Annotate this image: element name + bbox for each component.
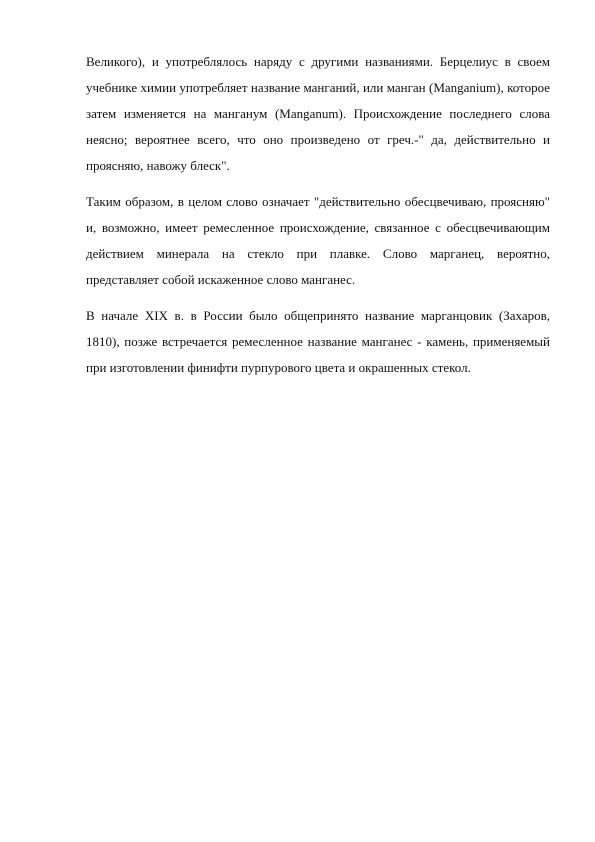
paragraph-2: Таким образом, в целом слово означает "действительно обесцвечиваю, проясняю" и, возможно, имеет ремесленное происхождение, связанное с обесцвечивающим действием минерала на стекло при плавке. Слово марганец, вероятно, представляет собой искаженное слово манганес. — [86, 194, 550, 287]
document-body — [86, 49, 550, 391]
paragraph-3: В начале XIX в. в России было общепринято название марганцовик (Захаров, 1810), позже встречается ремесленное название манганес - камень, применяемый при изготовлении финифти пурпурового цвета и окрашенных стекол. — [86, 308, 550, 375]
paragraph-1: Великого), и употреблялось наряду с другими названиями. Берцелиус в своем учебнике химии употребляет название манганий, или манган (Manganium), которое затем изменяется на манганум (Manganum). Происхождение последнего слова неясно; вероятнее всего, что оно произведено от греч.-" да, действительно и проясняю, навожу блеск". — [86, 54, 550, 173]
